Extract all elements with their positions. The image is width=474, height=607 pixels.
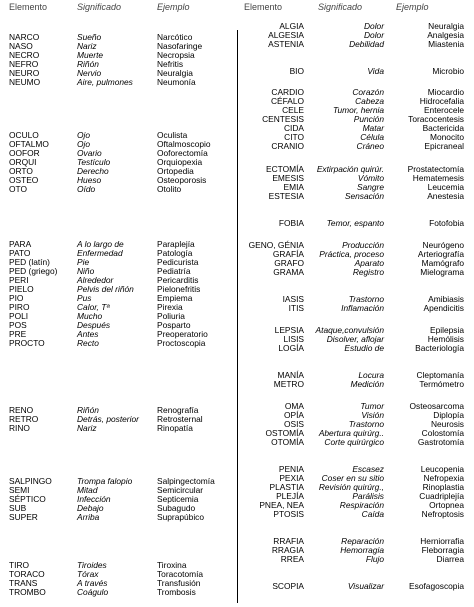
example-cell: Enterocele: [423, 105, 464, 115]
element-cell: PATO: [9, 248, 31, 258]
example-cell: Anestesia: [427, 191, 464, 201]
header-significado-left: Significado: [77, 2, 122, 12]
meaning-cell: Mitad: [77, 485, 98, 495]
example-cell: Nasofaringe: [157, 41, 203, 51]
element-cell: POLI: [9, 311, 29, 321]
element-cell: CRANIO: [271, 141, 304, 151]
meaning-cell: Tumor, hernia: [332, 105, 384, 115]
meaning-cell: Hemorragia: [340, 545, 384, 555]
example-cell: Oculista: [157, 130, 188, 140]
meaning-cell: Sangre: [356, 182, 384, 192]
element-cell: OOFOR: [9, 148, 40, 158]
example-cell: Nefroptosis: [421, 509, 464, 519]
element-cell: ALGESIA: [268, 30, 304, 40]
element-cell: OSTEO: [9, 175, 39, 185]
example-cell: Poliuria: [157, 311, 185, 321]
meaning-cell: Disolver, aflojar: [326, 334, 384, 344]
meaning-cell: Riñón: [77, 405, 99, 415]
table-row: [9, 588, 235, 597]
meaning-cell: Tumor: [360, 401, 384, 411]
table-row: [9, 424, 235, 433]
example-cell: Ortopnea: [429, 500, 464, 510]
meaning-cell: Inflamación: [341, 303, 384, 313]
table-row: [238, 219, 464, 228]
example-cell: Mamógrafo: [421, 258, 464, 268]
meaning-cell: A través: [77, 578, 108, 588]
example-cell: Hematemesis: [412, 173, 464, 183]
element-cell: CENTESIS: [262, 114, 304, 124]
element-cell: PENIA: [278, 464, 304, 474]
meaning-cell: Vómito: [357, 173, 384, 183]
example-cell: Apendicitis: [423, 303, 464, 313]
example-cell: Herniorrafia: [420, 536, 464, 546]
table-row: [238, 344, 464, 353]
meaning-cell: Pus: [77, 293, 92, 303]
meaning-cell: Infección: [77, 494, 111, 504]
meaning-cell: Corazón: [352, 87, 384, 97]
meaning-cell: Visualizar: [347, 581, 384, 591]
element-cell: OTOMÍA: [271, 437, 304, 447]
meaning-cell: Tiroides: [77, 560, 107, 570]
example-cell: Hemólisis: [427, 334, 464, 344]
meaning-cell: Trompa falopio: [77, 476, 133, 486]
example-cell: Otolito: [157, 184, 182, 194]
meaning-cell: Célula: [360, 132, 384, 142]
element-cell: CITO: [284, 132, 304, 142]
table-row: [238, 304, 464, 313]
example-cell: Rinoplastia: [422, 482, 464, 492]
element-cell: RRAGIA: [271, 545, 304, 555]
example-cell: Gastrotomía: [417, 437, 464, 447]
example-cell: Pericarditis: [157, 275, 199, 285]
example-cell: Arteriografía: [417, 249, 464, 259]
meaning-cell: Nervio: [77, 68, 102, 78]
table-row: [238, 438, 464, 447]
meaning-cell: Mucho: [77, 311, 103, 321]
table-row: [238, 546, 464, 555]
meaning-cell: Pelvis del riñón: [77, 284, 134, 294]
element-cell: NECRO: [9, 50, 40, 60]
example-cell: Paraplejía: [157, 239, 195, 249]
table-row: [9, 176, 235, 185]
meaning-cell: Debilidad: [349, 39, 384, 49]
example-cell: Septicemia: [157, 494, 199, 504]
element-cell: SEMI: [9, 485, 30, 495]
element-cell: ORQUI: [9, 157, 37, 167]
table-row: [238, 67, 464, 76]
table-row: [9, 42, 235, 51]
example-cell: Fleborragia: [421, 545, 464, 555]
element-cell: PEXIA: [279, 473, 304, 483]
table-row: [9, 60, 235, 69]
example-cell: Diplopía: [433, 410, 464, 420]
meaning-cell: Sueño: [77, 32, 102, 42]
example-cell: Microbio: [432, 66, 464, 76]
example-cell: Transfusión: [157, 578, 201, 588]
meaning-cell: Corte quirúrgico: [324, 437, 384, 447]
element-cell: GENO, GÉNIA: [248, 240, 304, 250]
meaning-cell: Derecho: [77, 166, 109, 176]
example-cell: Orquiopexia: [157, 157, 203, 167]
table-row: [9, 285, 235, 294]
example-cell: Neuralgia: [428, 21, 464, 31]
example-cell: Ooforectomía: [157, 148, 208, 158]
meaning-cell: Ovario: [77, 148, 102, 158]
element-cell: RETRO: [9, 414, 39, 424]
element-cell: ESTESIA: [268, 191, 304, 201]
table-row: [9, 185, 235, 194]
element-cell: PED (griego): [9, 266, 58, 276]
example-cell: Esofagoscopia: [409, 581, 464, 591]
example-cell: Bacteriología: [415, 343, 464, 353]
meaning-cell: Recto: [77, 338, 99, 348]
element-cell: PNEA, NEA: [259, 500, 304, 510]
meaning-cell: Trastorno: [348, 419, 384, 429]
element-cell: PROCTO: [9, 338, 45, 348]
element-cell: POS: [9, 320, 27, 330]
element-cell: OPÍA: [283, 410, 304, 420]
element-cell: PRE: [9, 329, 27, 339]
table-row: [9, 312, 235, 321]
meaning-cell: Trastorno: [348, 294, 384, 304]
meaning-cell: Ojo: [77, 139, 91, 149]
element-cell: SÉPTICO: [9, 494, 46, 504]
example-cell: Fotofobia: [429, 218, 464, 228]
table-row: [9, 78, 235, 87]
meaning-cell: Calor, Tª: [77, 302, 110, 312]
meaning-cell: Coágulo: [77, 587, 109, 597]
example-cell: Amibiasis: [428, 294, 464, 304]
element-cell: NEURO: [9, 68, 40, 78]
example-cell: Patología: [157, 248, 193, 258]
element-cell: RRAFIA: [273, 536, 304, 546]
element-cell: OSIS: [283, 419, 304, 429]
example-cell: Subagudo: [157, 503, 196, 513]
table-row: [9, 303, 235, 312]
meaning-cell: Nariz: [77, 423, 97, 433]
meaning-cell: Dolor: [363, 21, 384, 31]
meaning-cell: Caída: [361, 509, 384, 519]
example-cell: Tiroxina: [157, 560, 187, 570]
meaning-cell: Escasez: [352, 464, 384, 474]
element-cell: PTOSIS: [273, 509, 304, 519]
meaning-cell: Aire, pulmones: [77, 77, 133, 87]
example-cell: Prostatectomía: [407, 164, 464, 174]
table-row: [238, 192, 464, 201]
example-cell: Analgesia: [427, 30, 464, 40]
meaning-cell: Punción: [353, 114, 384, 124]
example-cell: Epilepsia: [430, 325, 464, 335]
meaning-cell: Práctica, proceso: [319, 249, 384, 259]
header-ejemplo-right: Ejemplo: [396, 2, 429, 12]
example-cell: Monocito: [430, 132, 464, 142]
element-cell: LISIS: [283, 334, 304, 344]
element-cell: TROMBO: [9, 587, 46, 597]
element-cell: SALPINGO: [9, 476, 52, 486]
example-cell: Retrosternal: [157, 414, 203, 424]
element-cell: NASO: [9, 41, 33, 51]
meaning-cell: Enfermedad: [77, 248, 123, 258]
example-cell: Necropsia: [157, 50, 195, 60]
element-cell: PIELO: [9, 284, 34, 294]
example-cell: Miocardio: [427, 87, 464, 97]
meaning-cell: Aparato: [354, 258, 384, 268]
table-row: [9, 51, 235, 60]
meaning-cell: Coser en su sitio: [321, 473, 384, 483]
element-cell: MANÍA: [277, 370, 304, 380]
element-cell: EMESIS: [272, 173, 304, 183]
table-row: [9, 267, 235, 276]
element-cell: CIDA: [283, 123, 304, 133]
element-cell: FOBIA: [278, 218, 304, 228]
example-cell: Pedicurista: [157, 257, 199, 267]
element-cell: RREA: [280, 554, 304, 564]
example-cell: Osteosarcoma: [409, 401, 464, 411]
element-cell: NEFRO: [9, 59, 39, 69]
example-cell: Leucemia: [427, 182, 464, 192]
element-cell: CÉFALO: [270, 96, 304, 106]
meaning-cell: Registro: [352, 267, 384, 277]
element-cell: PLASTIA: [269, 482, 304, 492]
example-cell: Renografía: [157, 405, 199, 415]
meaning-cell: Estudio de: [344, 343, 384, 353]
element-cell: OTO: [9, 184, 27, 194]
table-row: [9, 495, 235, 504]
example-cell: Epicraneal: [424, 141, 464, 151]
meaning-cell: Alrededor: [77, 275, 114, 285]
header-ejemplo-left: Ejemplo: [157, 2, 190, 12]
meaning-cell: Debajo: [77, 503, 104, 513]
meaning-cell: Locura: [358, 370, 384, 380]
meaning-cell: Dolor: [363, 30, 384, 40]
example-cell: Neumonía: [157, 77, 196, 87]
example-cell: Toracotomía: [157, 569, 204, 579]
meaning-cell: Respiración: [339, 500, 384, 510]
table-row: [9, 339, 235, 348]
element-cell: BIO: [289, 66, 304, 76]
meaning-cell: Reparación: [341, 536, 384, 546]
meaning-cell: Matar: [362, 123, 384, 133]
meaning-cell: Pie: [77, 257, 90, 267]
element-cell: ASTENIA: [268, 39, 304, 49]
meaning-cell: Temor, espanto: [326, 218, 384, 228]
example-cell: Neurosis: [430, 419, 464, 429]
table-row: [238, 142, 464, 151]
example-cell: Cuadriplejía: [419, 491, 464, 501]
example-cell: Ortopedia: [157, 166, 194, 176]
element-cell: NEUMO: [9, 77, 41, 87]
element-cell: ECTOMÍA: [265, 164, 304, 174]
element-cell: PARA: [9, 239, 32, 249]
example-cell: Pediatría: [157, 266, 191, 276]
table-row: [9, 158, 235, 167]
table-row: [238, 582, 464, 591]
element-cell: EMIA: [283, 182, 304, 192]
meaning-cell: Abertura quirúrg..: [318, 428, 384, 438]
element-cell: CARDIO: [271, 87, 304, 97]
meaning-cell: Tórax: [77, 569, 99, 579]
example-cell: Nefritis: [157, 59, 184, 69]
element-cell: SUPER: [9, 512, 38, 522]
example-cell: Rinopatía: [157, 423, 193, 433]
element-cell: RENO: [9, 405, 34, 415]
example-cell: Empiema: [157, 293, 193, 303]
meaning-cell: Riñón: [77, 59, 99, 69]
table-row: [238, 402, 464, 411]
table-row: [238, 268, 464, 277]
example-cell: Posparto: [157, 320, 191, 330]
element-cell: OMA: [284, 401, 304, 411]
meaning-cell: Nariz: [77, 41, 97, 51]
header-elemento-left: Elemento: [9, 2, 48, 12]
meaning-cell: Visión: [361, 410, 384, 420]
element-cell: OCULO: [9, 130, 39, 140]
element-cell: IASIS: [282, 294, 304, 304]
meaning-cell: Hueso: [77, 175, 102, 185]
element-cell: TORACO: [9, 569, 45, 579]
meaning-cell: Cabeza: [355, 96, 384, 106]
example-cell: Suprapúbico: [157, 512, 205, 522]
meaning-cell: Después: [77, 320, 111, 330]
element-cell: CELE: [282, 105, 304, 115]
meaning-cell: Ojo: [77, 130, 91, 140]
element-cell: OFTALMO: [9, 139, 49, 149]
table-row: [238, 555, 464, 564]
table-row: [238, 380, 464, 389]
element-cell: NARCO: [9, 32, 40, 42]
header-significado-right: Significado: [318, 2, 363, 12]
example-cell: Osteoporosis: [157, 175, 207, 185]
table-row: [9, 294, 235, 303]
table-row: [9, 513, 235, 522]
element-cell: TIRO: [9, 560, 30, 570]
element-cell: SUB: [9, 503, 27, 513]
meaning-cell: Oído: [77, 184, 96, 194]
example-cell: Trombosis: [157, 587, 196, 597]
example-cell: Nefropexia: [423, 473, 464, 483]
example-cell: Salpingectomía: [157, 476, 215, 486]
meaning-cell: Producción: [342, 240, 384, 250]
meaning-cell: Vida: [367, 66, 384, 76]
element-cell: PLEJÍA: [276, 491, 304, 501]
example-cell: Proctoscopia: [157, 338, 206, 348]
meaning-cell: Parálisis: [352, 491, 384, 501]
example-cell: Pielonefritis: [157, 284, 201, 294]
meaning-cell: Niño: [77, 266, 95, 276]
header-elemento-right: Elemento: [244, 2, 283, 12]
example-cell: Neuralgia: [157, 68, 193, 78]
example-cell: Leucopenia: [420, 464, 464, 474]
element-cell: LOGÍA: [278, 343, 304, 353]
table-row: [9, 570, 235, 579]
element-cell: ORTO: [9, 166, 33, 176]
element-cell: PED (latín): [9, 257, 50, 267]
element-cell: RINO: [9, 423, 30, 433]
element-cell: SCOPIA: [272, 581, 304, 591]
meaning-cell: Antes: [77, 329, 99, 339]
meaning-cell: Sensación: [344, 191, 384, 201]
example-cell: Neurógeno: [422, 240, 464, 250]
element-cell: LEPSIA: [274, 325, 304, 335]
element-cell: OSTOMÍA: [265, 428, 304, 438]
element-cell: TRANS: [9, 578, 38, 588]
example-cell: Preoperatorio: [157, 329, 208, 339]
meaning-cell: Testículo: [77, 157, 111, 167]
example-cell: Cleptomanía: [416, 370, 464, 380]
element-cell: PIO: [9, 293, 24, 303]
element-cell: GRAMA: [273, 267, 304, 277]
example-cell: Diarrea: [436, 554, 464, 564]
example-cell: Hidrocefalia: [419, 96, 464, 106]
example-cell: Colostomía: [421, 428, 464, 438]
meaning-cell: Revisión quirúrg.,: [318, 482, 384, 492]
example-cell: Semicircular: [157, 485, 204, 495]
example-cell: Oftalmoscopio: [157, 139, 211, 149]
element-cell: GRAFÍA: [272, 249, 304, 259]
meaning-cell: Cráneo: [356, 141, 384, 151]
element-cell: ALGIA: [279, 21, 304, 31]
example-cell: Narcótico: [157, 32, 193, 42]
meaning-cell: Detrás, posterior: [77, 414, 139, 424]
meaning-cell: Extirpación quirúr.: [316, 164, 384, 174]
table-row: [238, 510, 464, 519]
element-cell: PIRO: [9, 302, 30, 312]
meaning-cell: Muerte: [77, 50, 104, 60]
example-cell: Termómetro: [419, 379, 464, 389]
example-cell: Bactericida: [422, 123, 464, 133]
meaning-cell: Medición: [350, 379, 384, 389]
table-row: [238, 40, 464, 49]
element-cell: GRAFO: [274, 258, 304, 268]
meaning-cell: Arriba: [77, 512, 100, 522]
table-row: [9, 415, 235, 424]
example-cell: Toracocentesis: [408, 114, 464, 124]
example-cell: Pirexia: [157, 302, 183, 312]
element-cell: PERI: [9, 275, 29, 285]
element-cell: METRO: [273, 379, 304, 389]
element-cell: ITIS: [288, 303, 304, 313]
example-cell: Mielograma: [420, 267, 464, 277]
meaning-cell: A lo largo de: [77, 239, 124, 249]
example-cell: Miastenia: [428, 39, 464, 49]
meaning-cell: Flujo: [365, 554, 384, 564]
meaning-cell: Ataque,convulsión: [315, 325, 384, 335]
